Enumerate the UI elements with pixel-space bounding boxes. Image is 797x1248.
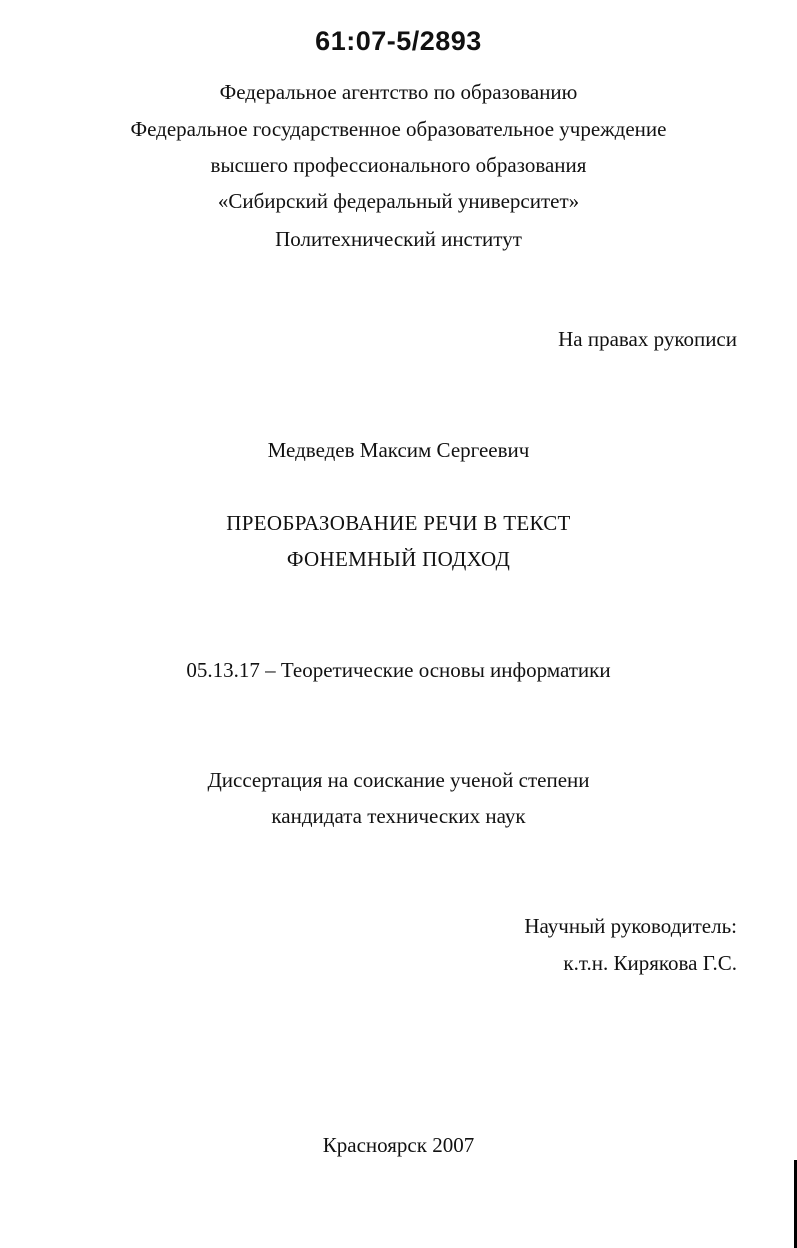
degree-line-1: Диссертация на соискание ученой степени xyxy=(207,768,590,792)
degree-line-2: кандидата технических наук xyxy=(271,804,526,828)
supervisor-name: к.т.н. Кирякова Г.С. xyxy=(563,951,737,975)
catalog-number: 61:07-5/2893 xyxy=(315,26,482,56)
city-year: Красноярск 2007 xyxy=(322,1133,475,1157)
institute-name: Политехнический институт xyxy=(275,227,522,251)
university-name: «Сибирский федеральный университет» xyxy=(217,189,580,213)
specialty-code: 05.13.17 – Теоретические основы информатики xyxy=(186,658,611,682)
manuscript-note: На правах рукописи xyxy=(558,327,737,351)
author-name: Медведев Максим Сергеевич xyxy=(267,438,530,462)
supervisor-label: Научный руководитель: xyxy=(524,914,737,938)
institution-line-2: высшего профессионального образования xyxy=(210,153,587,177)
institution-line-1: Федеральное государственное образовательное учреждение xyxy=(130,117,667,141)
agency-name: Федеральное агентство по образованию xyxy=(219,80,578,104)
thesis-title-line-1: ПРЕОБРАЗОВАНИЕ РЕЧИ В ТЕКСТ xyxy=(226,511,571,535)
thesis-title-line-2: ФОНЕМНЫЙ ПОДХОД xyxy=(286,547,511,571)
